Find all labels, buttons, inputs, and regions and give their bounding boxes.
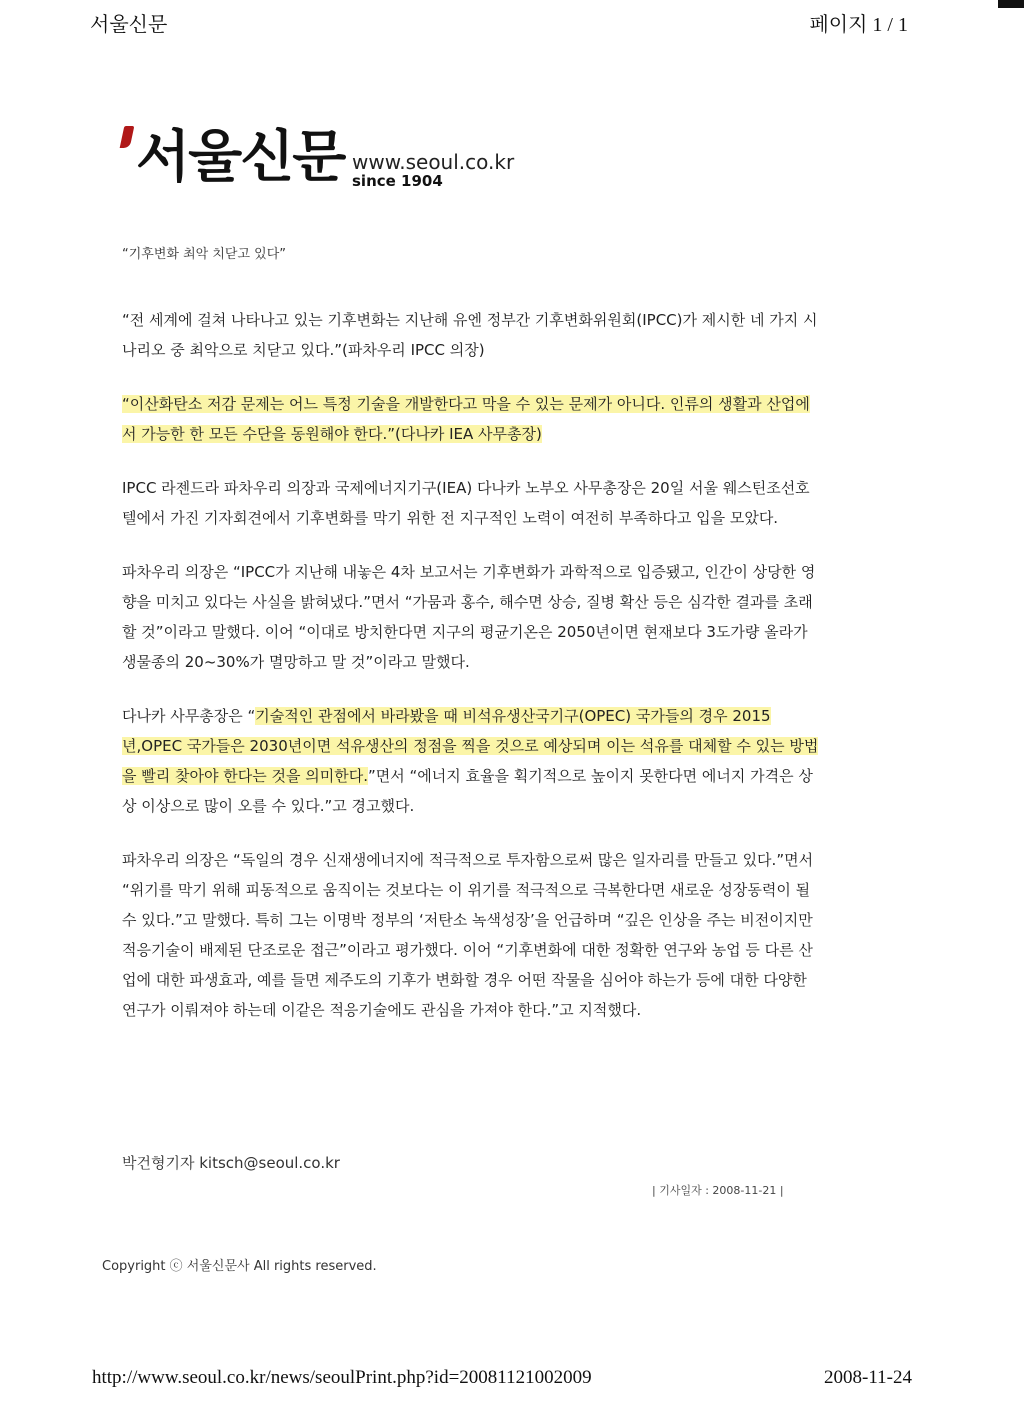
highlighted-text: “이산화탄소 저감 문제는 어느 특정 기술을 개발한다고 막을 수 있는 문제가 아니다. 인류의 생활과 산업에서 가능한 한 모든 수단을 동원해야 한다.”(다나카 IEA 사무총장) [122, 395, 810, 443]
article-headline: “기후변화 최악 치닫고 있다” [122, 247, 287, 262]
article-date: | 기사일자 : 2008-11-21 | [652, 1184, 784, 1197]
copyright-notice: Copyright ⓒ 서울신문사 All rights reserved. [102, 1259, 377, 1274]
article-body [122, 305, 822, 1049]
scan-edge-mark [998, 0, 1024, 8]
article-byline: 박건형기자 kitsch@seoul.co.kr [122, 1154, 340, 1172]
paragraph-text: 파차우리 의장은 “IPCC가 지난해 내놓은 4차 보고서는 기후변화가 과학적으로 입증됐고, 인간이 상당한 영향을 미치고 있다는 사실을 밝혀냈다.”면서 “가뭄과 홍수, 해수면 상승, 질병 확산 등은 심각한 결과를 초래할 것”이라고 말했다. 이어 “이대로 방치한다면 지구의 평균기온은 2050년이면 현재보다 3도가량 올라가 생물종의 20~30%가 멸망하고 말 것”이라고 말했다. [122, 563, 816, 671]
article-paragraph [122, 557, 822, 677]
logo-name: 서울신문 [136, 125, 345, 190]
highlighted-text: 기술적인 관점에서 바라봤을 때 비석유생산국기구(OPEC) 국가들의 경우 2015년,OPEC 국가들은 2030년이면 석유생산의 정점을 찍을 것으로 예상되며 이는 석유를 대체할 수 있는 방법을 빨리 찾아야 한다는 것을 의미한다. [122, 707, 819, 785]
paragraph-text: “전 세계에 걸쳐 나타나고 있는 기후변화는 지난해 유엔 정부간 기후변화위원회(IPCC)가 제시한 네 가지 시나리오 중 최악으로 치닫고 있다.”(파차우리 IPCC 의장) [122, 311, 818, 359]
article-paragraph [122, 845, 822, 1025]
print-header-title: 서울신문 [90, 12, 168, 36]
footer-url: http://www.seoul.co.kr/news/seoulPrint.php?id=20081121002009 [92, 1367, 592, 1388]
paragraph-text: 파차우리 의장은 “독일의 경우 신재생에너지에 적극적으로 투자함으로써 많은 일자리를 만들고 있다.”면서 “위기를 막기 위해 피동적으로 움직이는 것보다는 이 위기를 적극적으로 극복한다면 새로운 성장동력이 될 수 있다.”고 말했다. 특히 그는 이명박 정부의 ‘저탄소 녹색성장’을 언급하며 “깊은 인상을 주는 비전이지만 적응기술이 배제된 단조로운 접근”이라고 평가했다. 이어 “기후변화에 대한 정확한 연구와 농업 등 다른 산업에 대한 파생효과, 예를 들면 제주도의 기후가 변화할 경우 어떤 작물을 심어야 하는가 등에 대한 다양한 연구가 이뤄져야 하는데 이같은 적응기술에도 관심을 가져야 한다.”고 지적했다. [122, 851, 814, 1019]
logo-accent-mark [120, 126, 135, 148]
article-paragraph [122, 305, 822, 365]
paragraph-text: 다나카 사무총장은 “ [122, 707, 256, 725]
footer-date: 2008-11-24 [824, 1367, 912, 1388]
article-paragraph [122, 389, 822, 449]
article-paragraph [122, 701, 822, 821]
article-paragraph [122, 473, 822, 533]
paragraph-text: ”면서 “에너지 효율을 획기적으로 높이지 못한다면 에너지 가격은 상상 이상으로 많이 오를 수 있다.”고 경고했다. [122, 767, 813, 815]
logo-since: since 1904 [352, 172, 443, 190]
logo-url: www.seoul.co.kr [352, 150, 515, 174]
paragraph-text: IPCC 라젠드라 파차우리 의장과 국제에너지기구(IEA) 다나카 노부오 사무총장은 20일 서울 웨스틴조선호텔에서 가진 기자회견에서 기후변화를 막기 위한 전 지구적인 노력이 여전히 부족하다고 입을 모았다. [122, 479, 810, 527]
print-header-page: 페이지 1 / 1 [809, 14, 908, 36]
